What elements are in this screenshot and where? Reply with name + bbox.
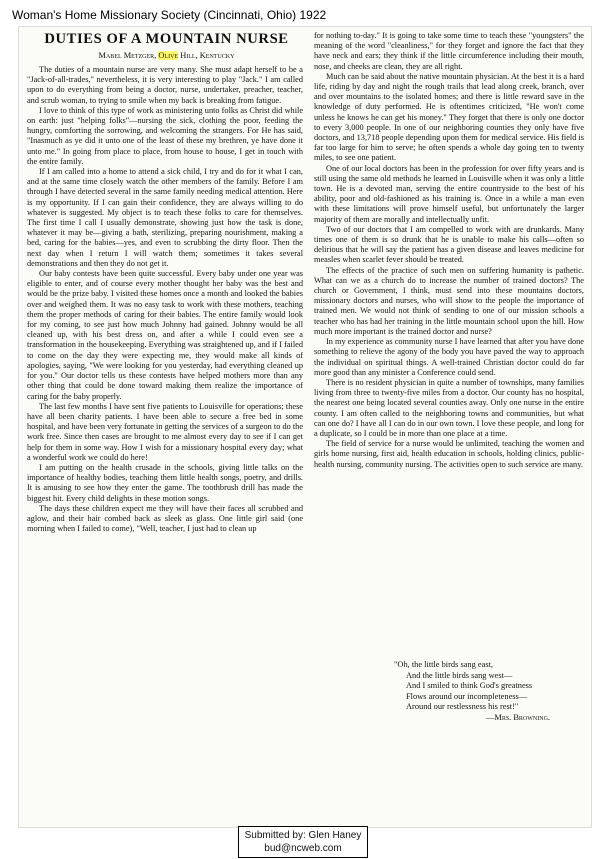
article-title: DUTIES OF A MOUNTAIN NURSE: [44, 31, 289, 47]
byline-place-highlight: Olive: [158, 51, 179, 60]
byline-author: Mabel Metzger,: [98, 51, 157, 60]
paragraph: Two of our doctors that I am compelled to work with are drunkards. Many times one of them is so drunk that he is unable to make his calls—often so delirious that he will say the patient has a given disease and leaves medicine for measles when scarlet fever should be treated.: [314, 224, 584, 265]
poem-attribution: —Mrs. Browning.: [486, 712, 551, 722]
paragraph: The effects of the practice of such men on suffering humanity is pathetic. What can we as a church do to increase the number of trained doctors? The church or Government, I think, must send into these mountains doctors, missionary doctors and nurses, who will show to the people the importance of trained men. We would not think of sending to one of our mission schools a teacher who has had her training in the little mountain school upon the hill. How much more important is the trained doctor and nurse?: [314, 265, 584, 336]
paragraph: Much can be said about the native mountain physician. At the best it is a hard life, riding by day and night the rough trails that lead along creek, branch, over and over mountains to the isolated homes; and there is little reward save in the knowledge of duty performed. He is oftentimes criticized, "He won't come unless he knows he can get his money." They forget that there is only one doctor to every 3,000 people. In one of our neighboring counties they only have five doctors, and 13,718 people depending upon them for medical service. His field is far too large for him to serve; he often spends a whole day going ten to twenty miles, to see one patient.: [314, 71, 584, 163]
paragraph: If I am called into a home to attend a sick child, I try and do for it what I can, and at the same time closely watch the other members of the family. Before I am through I have detected several in the same family needing medical attention. Here is my opportunity. If I can gain their confidence, they are always willing to do whatever is suggested. My object is to teach these folks to care for themselves. The first time I call I usually demonstrate, showing just how the task is done, whatever it may be—giving a bath, sterilizing, preparing nourishment, making a bed, caring for the babies—yes, and even to scrubbing the dirty floor. Then the next day when I return I will watch them; sometimes it takes several demonstrations and then they do not get it.: [27, 167, 303, 268]
paragraph: for nothing to-day." It is going to take some time to teach these "youngsters" the meaning of the word "cleanliness," for they forget and ignore the fact that they have neck and ears; they think if the little circumference including their mouth, nose, and cheeks are clean, they are all right.: [314, 31, 584, 71]
paragraph: There is no resident physician in quite a number of townships, many families living from three to twenty-five miles from a doctor. Our county has no hospital, the nearest one being located several counties away. Only one nurse in the entire county. I am often called to the neighboring towns and communities, but what can one do? I have all I can do in our own town. I love these people, and long for a duplicate, so I could be in more than one place at a time.: [314, 377, 584, 438]
paragraph: I am putting on the health crusade in the schools, giving little talks on the importance of healthy bodies, teaching them little health songs, poetry, and drills. It is amusing to see how they enter the game. The toothbrush drill has made the biggest hit. Every child delights in these motion songs.: [27, 462, 303, 503]
submitter-email: bud@ncweb.com: [264, 843, 342, 854]
paragraph: The days these children expect me they will have their faces all scrubbed and aglow, and their hair combed back as sleek as glass. One little girl said (one morning when I failed to come), "Well, teacher, I just had to clean up: [27, 503, 303, 534]
paragraph: The field of service for a nurse would be unlimited, teaching the women and girls home nursing, first aid, health education in schools, holding clinics, public-health nursing, community nursing. The activities open to such service are many.: [314, 439, 584, 469]
source-title: Woman's Home Missionary Society (Cincinnati, Ohio) 1922: [12, 8, 327, 22]
poem-quote: [394, 660, 584, 724]
paragraph: In my experience as community nurse I have learned that after you have done something to relieve the agony of the body you have paved the way to approach the individual on spiritual things. A well-trained Christian doctor could do far more good than any minister a Conference could send.: [314, 337, 584, 377]
paragraph: I love to think of this type of work as ministering unto folks as Christ did while on earth: just "helping folks"—nursing the sick, clothing the poor, feeding the hungry, comforting the sorrowing, and welcoming the strangers. For He has said, "Inasmuch as ye did it unto one of the least of these my brethren, ye have done it unto me." In going from place to place, from house to house, I get in touch with the entire family.: [27, 105, 303, 166]
left-column: [27, 65, 303, 825]
poem-line: Flows around our incompleteness—: [406, 691, 528, 701]
article-byline: [29, 51, 304, 60]
paragraph: One of our local doctors has been in the profession for over fifty years and is still using the same old methods he learned in Louisville when it was only a little town. He is a devoted man, serving the entire countryside to the best of his ability, poor and old-fashioned as his training is. Once in a while a man even with these limitations will prove himself useful, but unfortunately the larger majority of them are morally and intellectually unfit.: [314, 163, 584, 224]
right-column: [314, 31, 584, 631]
poem-line: And I smiled to think God's greatness: [406, 681, 533, 691]
poem-line: "Oh, the little birds sang east,: [394, 660, 494, 669]
paragraph: The last few months I have sent five patients to Louisville for operations; these have all been charity patients. I have been able to secure a free bed in some hospital, and have been very fortunate in getting the services of a surgeon to do the work free. Since then cases are brought to me almost every day to see if I can get help for them in some way. How I wish for a missionary hospital every day; what a wonderful work we could do here!: [27, 401, 303, 462]
poem-line: Around our restlessness his rest!": [406, 702, 519, 712]
paragraph: The duties of a mountain nurse are very many. She must adapt herself to be a "Jack-of-all-trades," nevertheless, it is very interesting to play "Jack." I am called upon to do everything from being a doctor, nurse, undertaker, preacher, teacher, and scrub woman, to trying to smile when my back is breaking from fatigue.: [27, 65, 303, 105]
submission-footer: [238, 826, 368, 858]
submitted-by: Submitted by: Glen Haney: [244, 830, 362, 841]
poem-line: And the little birds sang west—: [406, 670, 513, 680]
byline-place: Hill, Kentucky: [180, 51, 235, 60]
paragraph: Our baby contests have been quite successful. Every baby under one year was eligible to enter, and of course every mother thought her baby was the best and would be the prize baby. I visited these homes once a month and looked the babies over and weighed them. It was no easy task to work with these mothers, teaching them the proper methods of caring for their babies. The entire family would look for my coming, to see just how much Johnny had gained. Johnny would be all cleaned up, with his best dress on, and after a while I could even see a transformation in the housekeeping. Everything was straightened up, and if I failed to come on the day they were expecting me, they would make all kinds of apologies, saying, "We were looking for you yesterday, had everything cleaned up for you." Our doctor tells us these contests have helped mothers more than any other thing that could be done toward making them realize the importance of caring for the baby properly.: [27, 269, 303, 401]
article-page: [18, 26, 592, 828]
